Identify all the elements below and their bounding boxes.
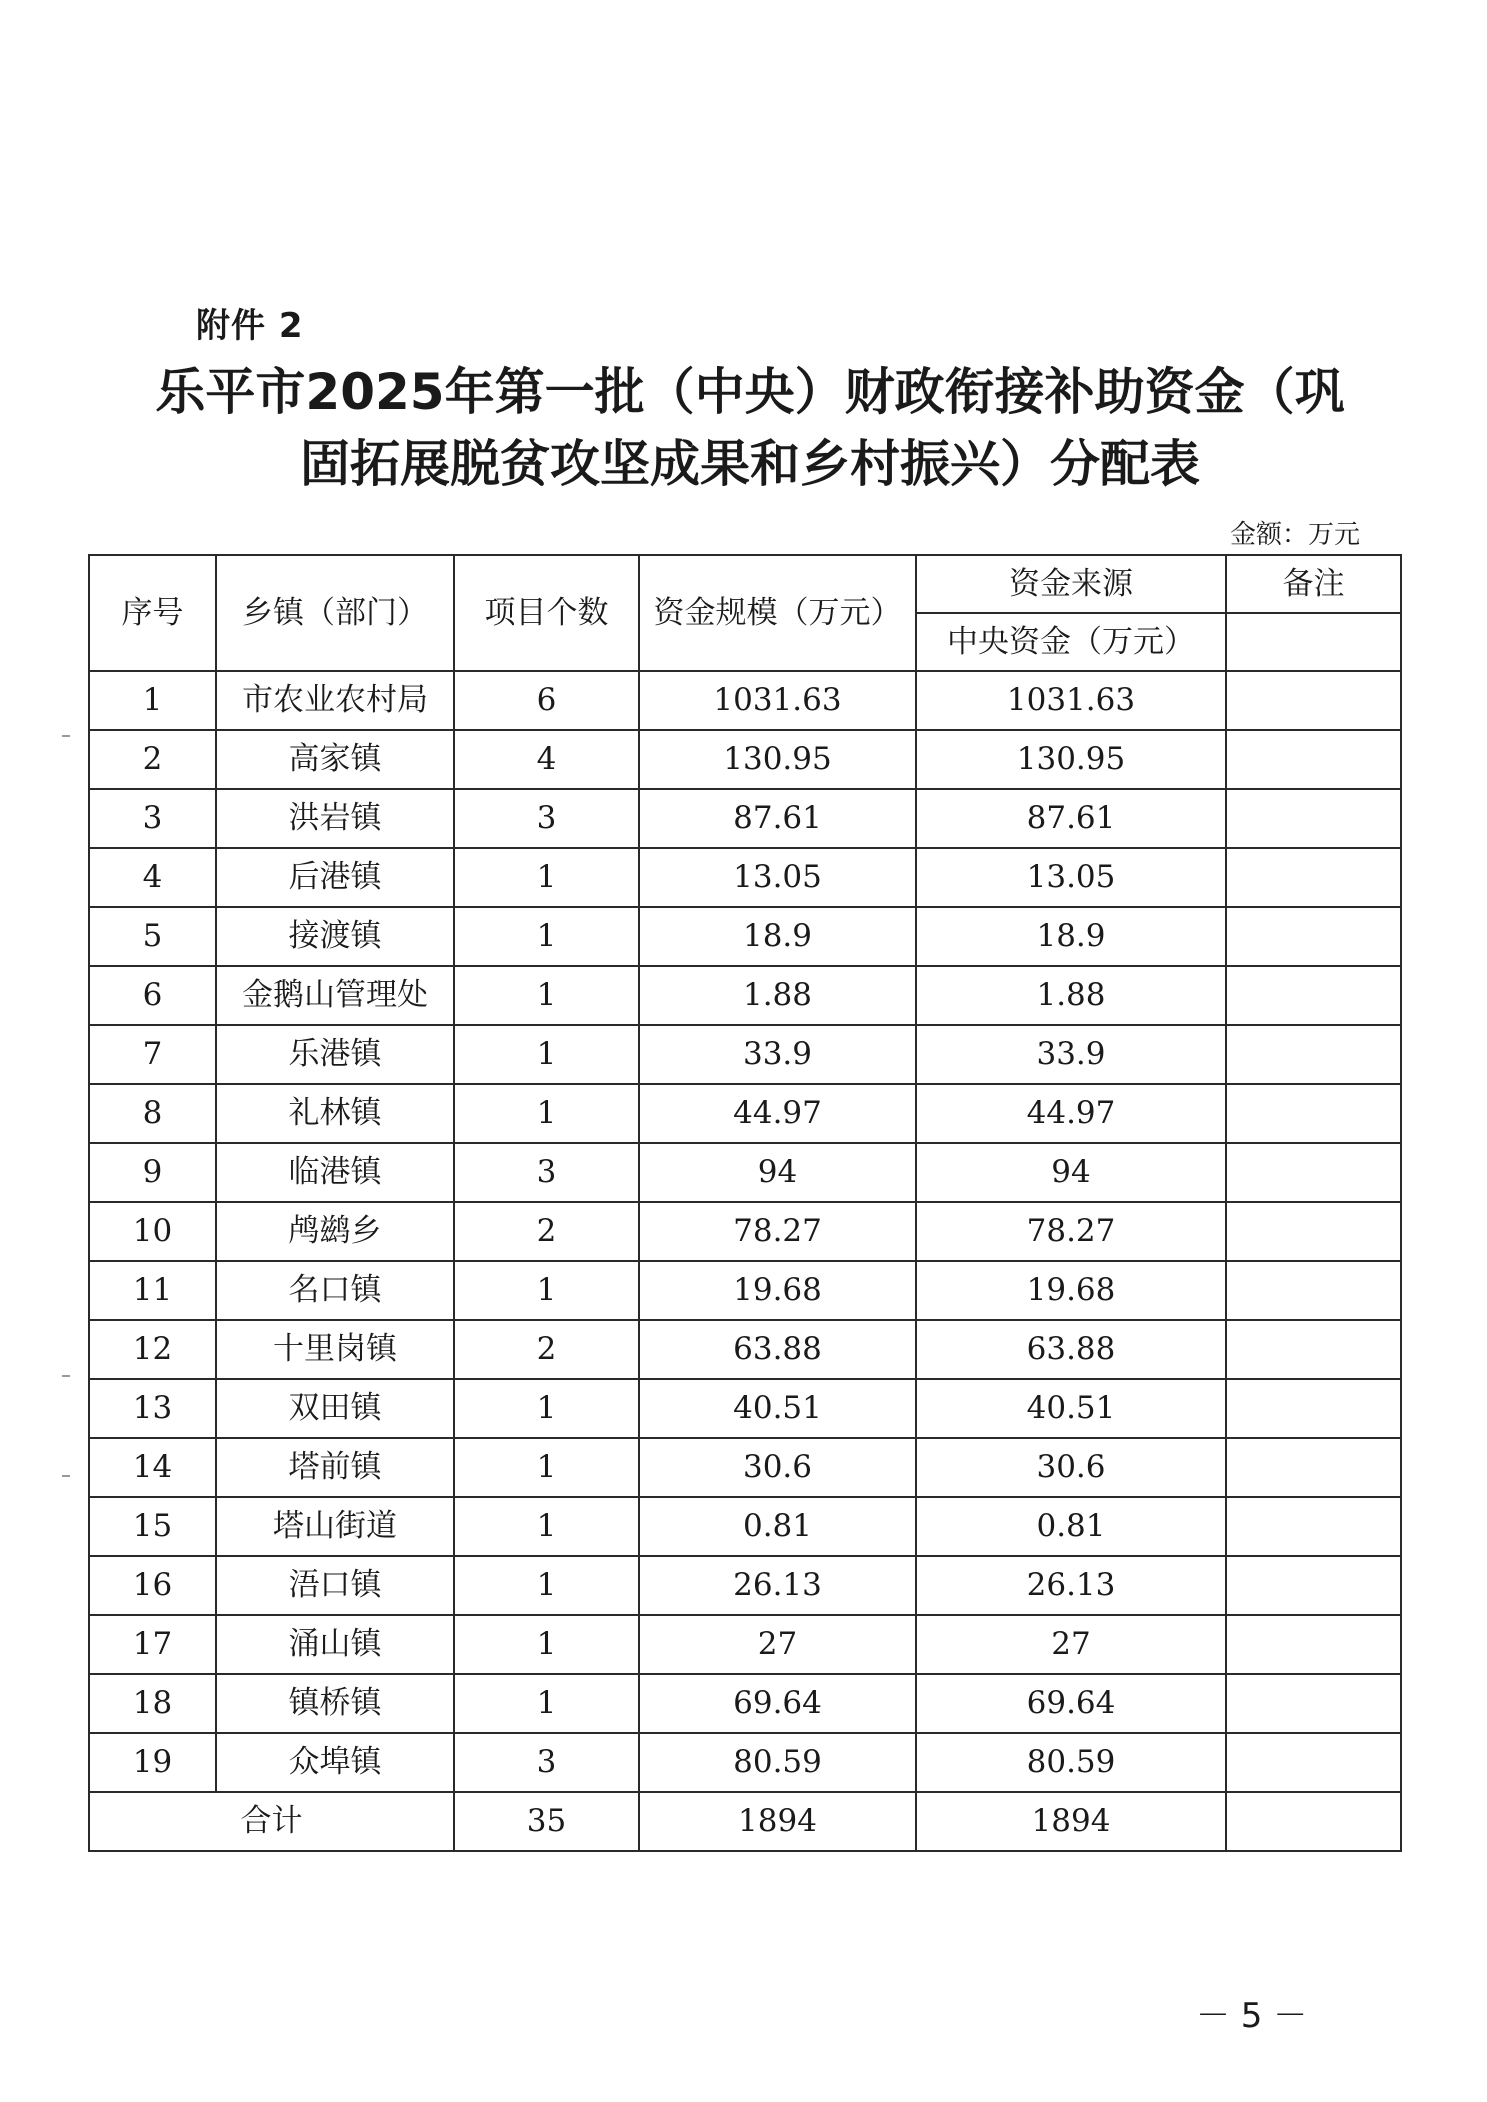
cell-remark [1226,1320,1401,1379]
cell-seq: 1 [89,671,216,730]
cell-count: 1 [454,1084,639,1143]
cell-town: 名口镇 [216,1261,454,1320]
total-scale: 1894 [639,1792,916,1851]
cell-central: 26.13 [916,1556,1226,1615]
cell-remark [1226,1379,1401,1438]
cell-seq: 5 [89,907,216,966]
cell-town: 市农业农村局 [216,671,454,730]
cell-scale: 0.81 [639,1497,916,1556]
cell-scale: 80.59 [639,1733,916,1792]
cell-remark [1226,1556,1401,1615]
cell-town: 洪岩镇 [216,789,454,848]
cell-scale: 44.97 [639,1084,916,1143]
cell-seq: 13 [89,1379,216,1438]
cell-count: 4 [454,730,639,789]
cell-central: 40.51 [916,1379,1226,1438]
cell-central: 0.81 [916,1497,1226,1556]
cell-central: 44.97 [916,1084,1226,1143]
cell-remark [1226,1438,1401,1497]
cell-count: 1 [454,966,639,1025]
cell-scale: 30.6 [639,1438,916,1497]
header-central: 中央资金（万元） [916,613,1226,671]
cell-seq: 10 [89,1202,216,1261]
table-row [89,671,1401,730]
cell-remark [1226,671,1401,730]
table-row [89,1320,1401,1379]
cell-remark [1226,1025,1401,1084]
header-town: 乡镇（部门） [216,555,454,671]
cell-count: 1 [454,1556,639,1615]
cell-scale: 18.9 [639,907,916,966]
cell-central: 33.9 [916,1025,1226,1084]
cell-scale: 33.9 [639,1025,916,1084]
cell-remark [1226,1674,1401,1733]
cell-central: 1031.63 [916,671,1226,730]
cell-seq: 9 [89,1143,216,1202]
cell-seq: 11 [89,1261,216,1320]
cell-count: 1 [454,1674,639,1733]
cell-count: 1 [454,907,639,966]
cell-central: 130.95 [916,730,1226,789]
cell-count: 2 [454,1320,639,1379]
cell-remark [1226,1497,1401,1556]
cell-seq: 14 [89,1438,216,1497]
cell-scale: 1031.63 [639,671,916,730]
cell-count: 3 [454,1733,639,1792]
cell-seq: 18 [89,1674,216,1733]
table-row [89,1084,1401,1143]
cell-town: 双田镇 [216,1379,454,1438]
cell-central: 19.68 [916,1261,1226,1320]
total-remark [1226,1792,1401,1851]
cell-seq: 12 [89,1320,216,1379]
cell-town: 镇桥镇 [216,1674,454,1733]
cell-central: 78.27 [916,1202,1226,1261]
table-row [89,1379,1401,1438]
cell-scale: 130.95 [639,730,916,789]
header-remark: 备注 [1226,555,1401,613]
cell-scale: 19.68 [639,1261,916,1320]
table-row [89,1733,1401,1792]
table-row [89,730,1401,789]
cell-count: 1 [454,848,639,907]
header-seq: 序号 [89,555,216,671]
cell-count: 1 [454,1261,639,1320]
page-number: － 5 － [1196,1996,1308,2036]
margin-mark [62,1375,70,1377]
cell-town: 后港镇 [216,848,454,907]
header-count: 项目个数 [454,555,639,671]
cell-town: 金鹅山管理处 [216,966,454,1025]
unit-note: 金额：万元 [1230,520,1361,550]
cell-count: 2 [454,1202,639,1261]
allocation-table [88,554,1402,1852]
table-row [89,1143,1401,1202]
cell-remark [1226,1615,1401,1674]
cell-count: 1 [454,1379,639,1438]
cell-count: 1 [454,1615,639,1674]
cell-town: 塔山街道 [216,1497,454,1556]
table-row [89,1615,1401,1674]
cell-town: 十里岗镇 [216,1320,454,1379]
cell-scale: 94 [639,1143,916,1202]
cell-count: 3 [454,1143,639,1202]
cell-town: 乐港镇 [216,1025,454,1084]
cell-remark [1226,1261,1401,1320]
cell-seq: 15 [89,1497,216,1556]
table-row [89,907,1401,966]
total-label: 合计 [89,1792,454,1851]
cell-remark [1226,966,1401,1025]
table-row [89,789,1401,848]
cell-scale: 27 [639,1615,916,1674]
document-title-line-2: 固拓展脱贫攻坚成果和乡村振兴）分配表 [300,435,1200,493]
cell-scale: 87.61 [639,789,916,848]
cell-seq: 16 [89,1556,216,1615]
table-row [89,1438,1401,1497]
margin-mark [62,735,70,737]
cell-count: 1 [454,1438,639,1497]
cell-seq: 4 [89,848,216,907]
cell-remark [1226,1733,1401,1792]
total-row [89,1792,1401,1851]
cell-count: 6 [454,671,639,730]
cell-seq: 8 [89,1084,216,1143]
cell-seq: 19 [89,1733,216,1792]
cell-town: 众埠镇 [216,1733,454,1792]
cell-central: 69.64 [916,1674,1226,1733]
cell-central: 27 [916,1615,1226,1674]
cell-scale: 69.64 [639,1674,916,1733]
cell-scale: 78.27 [639,1202,916,1261]
total-central: 1894 [916,1792,1226,1851]
cell-central: 13.05 [916,848,1226,907]
cell-remark [1226,907,1401,966]
cell-central: 80.59 [916,1733,1226,1792]
table-row [89,1261,1401,1320]
cell-central: 18.9 [916,907,1226,966]
cell-seq: 3 [89,789,216,848]
table-row [89,848,1401,907]
cell-scale: 40.51 [639,1379,916,1438]
cell-town: 鸬鹚乡 [216,1202,454,1261]
cell-town: 接渡镇 [216,907,454,966]
cell-seq: 7 [89,1025,216,1084]
cell-seq: 17 [89,1615,216,1674]
cell-remark [1226,1143,1401,1202]
header-source: 资金来源 [916,555,1226,613]
cell-remark [1226,789,1401,848]
header-scale: 资金规模（万元） [639,555,916,671]
cell-seq: 2 [89,730,216,789]
cell-count: 3 [454,789,639,848]
cell-central: 1.88 [916,966,1226,1025]
table-row [89,1202,1401,1261]
cell-remark [1226,730,1401,789]
header-remark-blank [1226,613,1401,671]
cell-central: 30.6 [916,1438,1226,1497]
table-row [89,1674,1401,1733]
cell-town: 浯口镇 [216,1556,454,1615]
cell-remark [1226,1202,1401,1261]
cell-town: 涌山镇 [216,1615,454,1674]
cell-town: 高家镇 [216,730,454,789]
document-title-line-1: 乐平市2025年第一批（中央）财政衔接补助资金（巩 [155,363,1345,421]
cell-central: 87.61 [916,789,1226,848]
cell-town: 临港镇 [216,1143,454,1202]
cell-count: 1 [454,1025,639,1084]
margin-mark [62,1475,70,1477]
cell-scale: 13.05 [639,848,916,907]
cell-count: 1 [454,1497,639,1556]
table-row [89,1497,1401,1556]
cell-central: 94 [916,1143,1226,1202]
table-row [89,1025,1401,1084]
table-row [89,966,1401,1025]
cell-central: 63.88 [916,1320,1226,1379]
cell-scale: 63.88 [639,1320,916,1379]
cell-town: 塔前镇 [216,1438,454,1497]
cell-seq: 6 [89,966,216,1025]
header-row [89,555,1401,613]
attachment-label: 附件 2 [196,306,304,346]
cell-scale: 26.13 [639,1556,916,1615]
cell-remark [1226,848,1401,907]
table-row [89,1556,1401,1615]
cell-remark [1226,1084,1401,1143]
cell-town: 礼林镇 [216,1084,454,1143]
cell-scale: 1.88 [639,966,916,1025]
total-count: 35 [454,1792,639,1851]
